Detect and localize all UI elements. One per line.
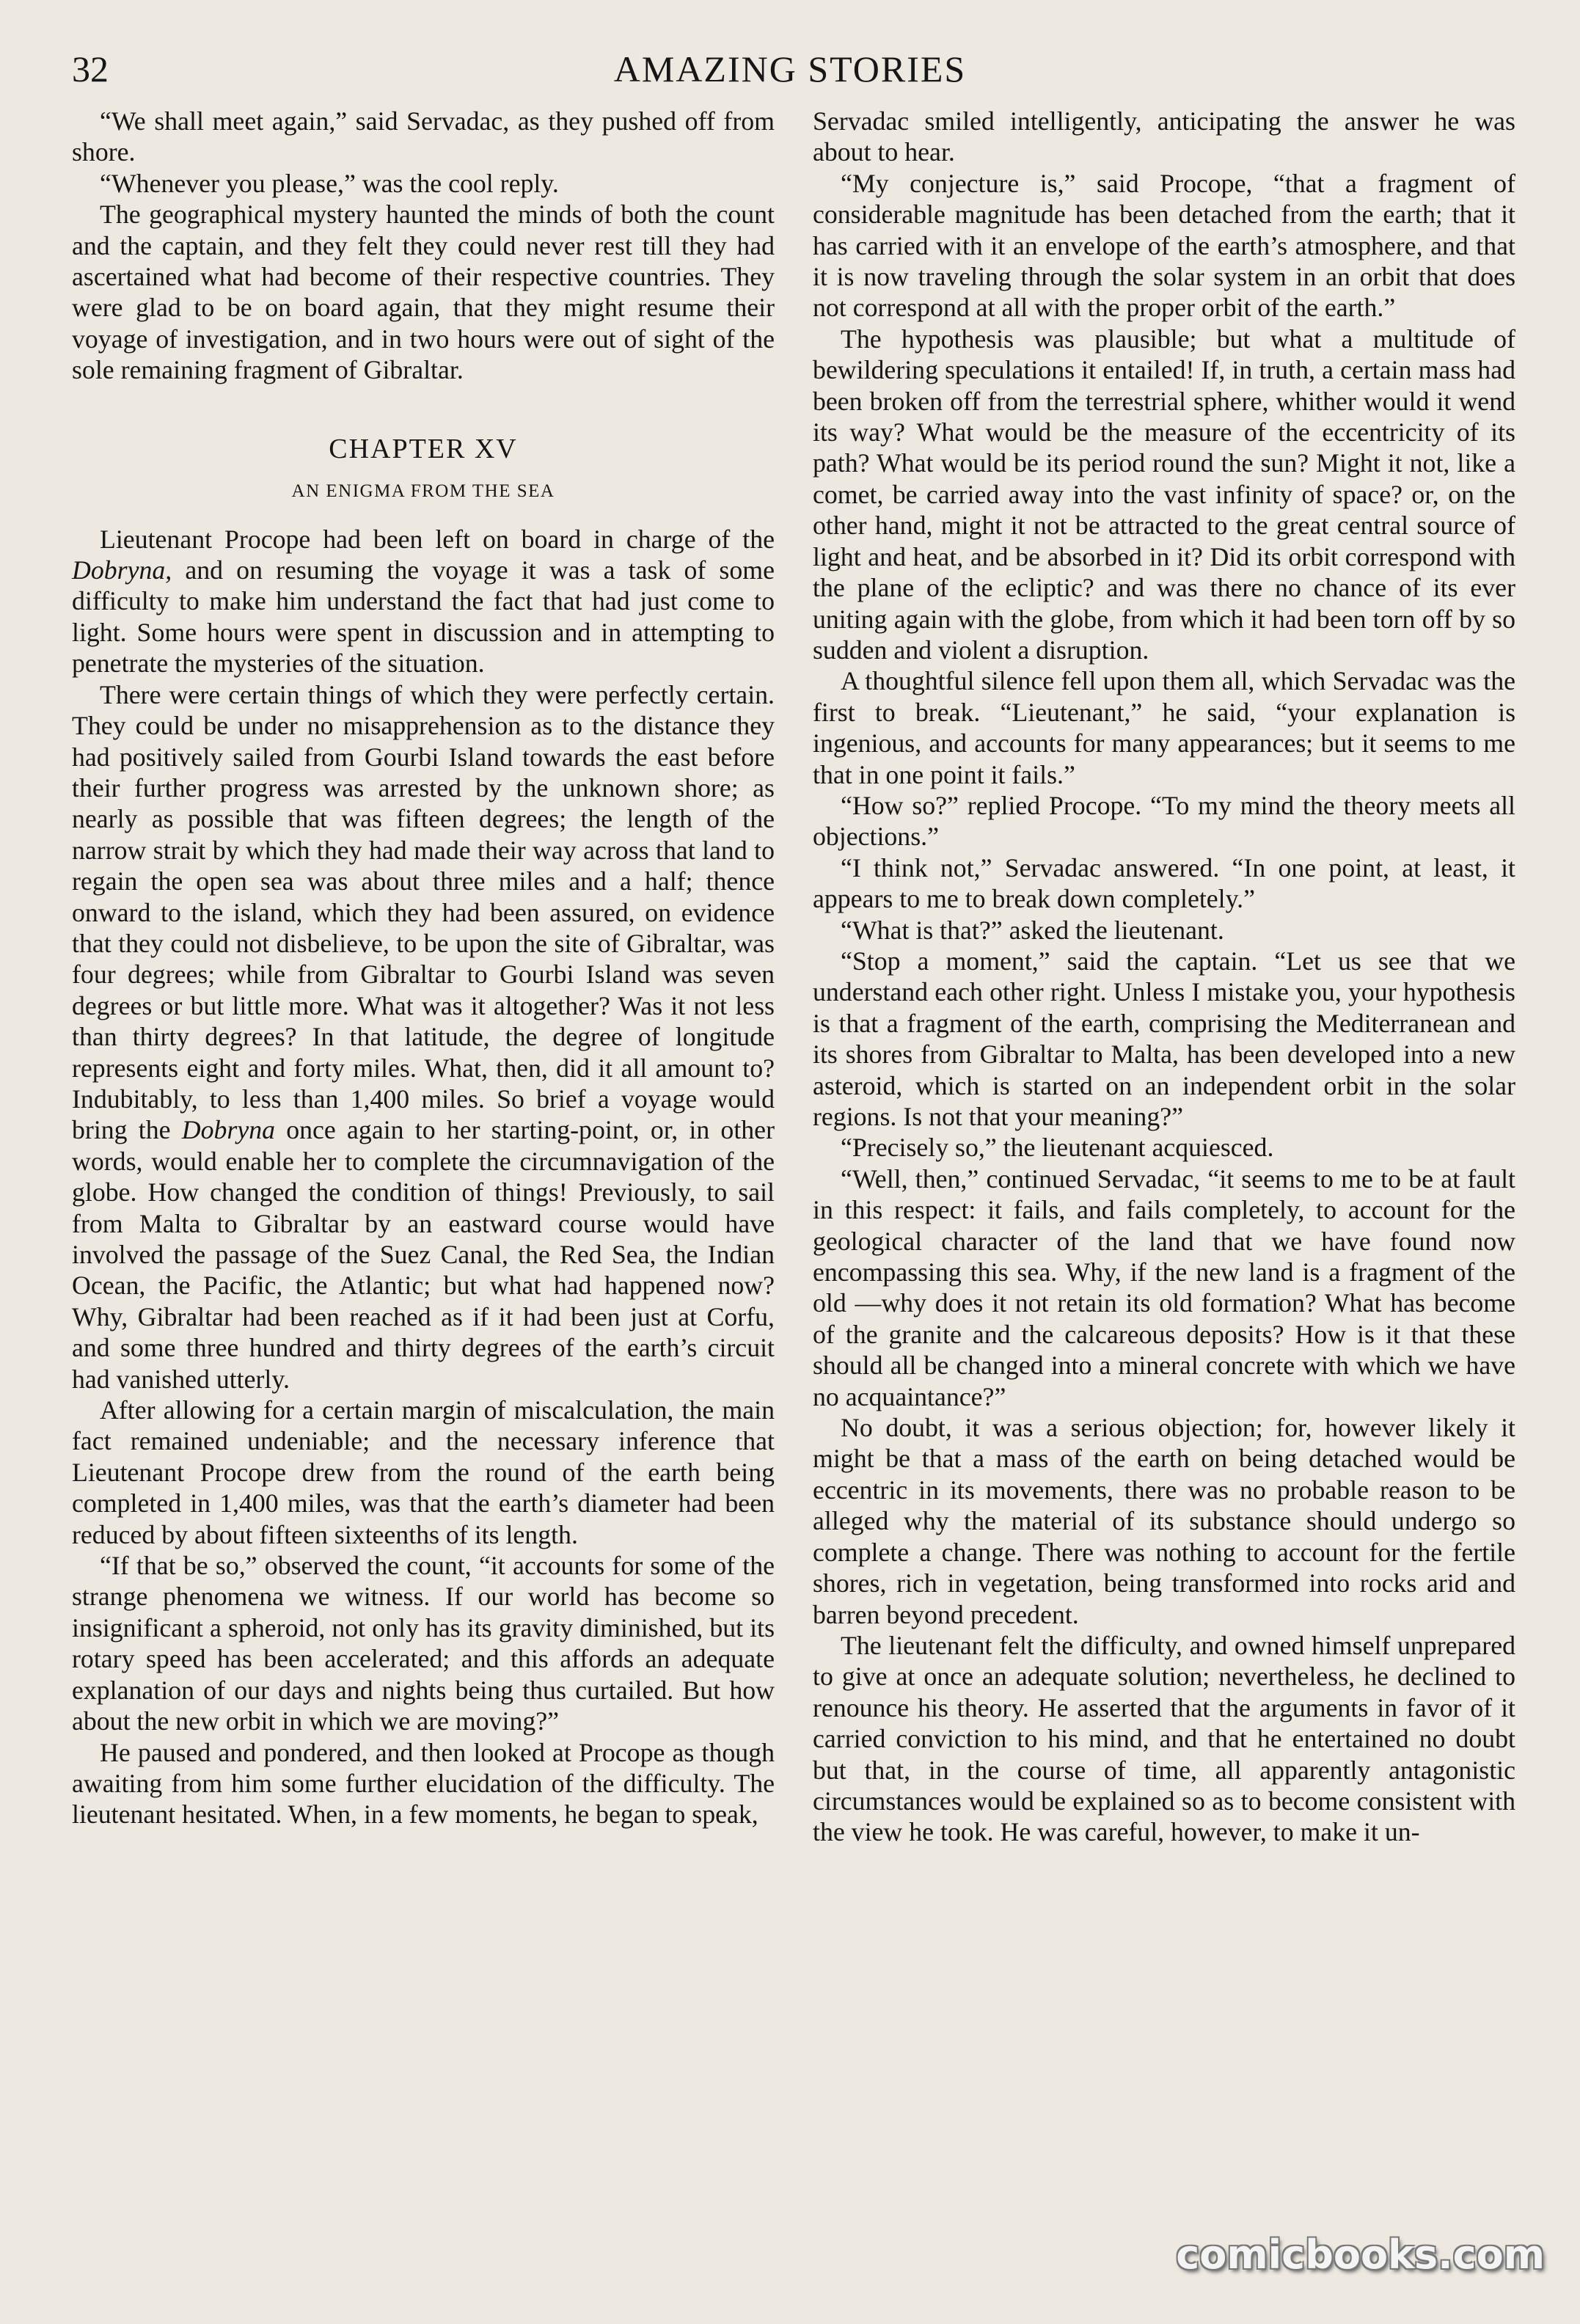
paragraph: “Precisely so,” the lieutenant acquiesced. xyxy=(841,1133,1274,1163)
text-run: Lieutenant Procope had been left on board in charge of the xyxy=(100,524,775,554)
paragraph xyxy=(72,524,775,679)
ship-name: Dobryna xyxy=(181,1115,276,1145)
text-run: once again to her starting-point, or, in other words, would enable her to complete the circumnavigation of the globe. How changed the condition of things! Previously, to sail from Malta to Gibraltar by an eastward course would have involved the passage of the Suez Canal, the Red Sea, the Indian Ocean, the Pacific, the Atlantic; but what had happened now? Why, Gibraltar had been reached as if it had been just at Corfu, and some three hundred and thirty degrees of the earth’s circuit had vanished utterly. xyxy=(72,1115,775,1394)
paragraph: No doubt, it was a serious objection; for, however likely it might be that a mass of the earth on being detached would be eccentric in its movements, there was no probable reason to be alleged why the material of its substance should undergo so complete a change. There was nothing to account for the fertile shores, rich in vegetation, being transformed into rocks arid and barren beyond precedent. xyxy=(813,1413,1515,1629)
text-run: and on resuming the voyage it was a task of some difficulty to make him understand the fact that had just come to light. Some hours were spent in discussion and in attempting to penetrate the mysteries of the situation. xyxy=(72,555,775,679)
paragraph: “My conjecture is,” said Procope, “that a fragment of considerable magnitude has been detached from the earth; that it has carried with it an envelope of the earth’s atmosphere, and that it is now traveling through the solar system in an orbit that does not correspond at all with the proper orbit of the earth.” xyxy=(813,168,1515,323)
ship-name: Dobryna, xyxy=(72,555,172,585)
paragraph: “Well, then,” continued Servadac, “it seems to me to be at fault in this respect: it fails, and fails completely, to account for the geological character of the land that we have found now encompassing this sea. Why, if the new land is a fragment of the old —why does it not retain its old formation? What has become of the granite and the calcareous deposits? How is it that these should all be changed into a mineral concrete with which we have no acquaintance?” xyxy=(813,1163,1515,1411)
paragraph: The hypothesis was plausible; but what a multitude of bewildering speculations it entailed! If, in truth, a certain mass had been broken off from the terrestrial sphere, whither would it wend its way? What would be the measure of the eccentricity of its path? What would be its period round the sun? Might it not, like a comet, be carried away into the vast infinity of space? or, on the other hand, might it not be attracted to the great central source of light and heat, and be absorbed in it? Did its orbit correspond with the plane of the ecliptic? and was there no chance of its ever uniting again with the globe, from which it had been torn off by so sudden and violent a disruption. xyxy=(813,324,1515,665)
running-title: AMAZING STORIES xyxy=(613,48,967,89)
paragraph: A thoughtful silence fell upon them all, which Servadac was the first to break. “Lieutenant,” he said, “your explanation is ingenious, and accounts for many appearances; but it seems to me that in one point it fails.” xyxy=(813,666,1515,789)
paragraph: “We shall meet again,” said Servadac, as they pushed off from shore. xyxy=(72,106,775,167)
paragraph xyxy=(72,679,775,1395)
right-column xyxy=(813,106,1515,1848)
chapter-title: CHAPTER XV xyxy=(329,433,518,464)
paragraph: “Stop a moment,” said the captain. “Let us see that we understand each other right. Unless I mistake you, your hypothesis is that a fragment of the earth, comprising the Mediterranean and its shores from Gibraltar to Malta, has been developed into a new asteroid, which is started on an independent orbit in the solar regions. Is not that your meaning?” xyxy=(813,946,1515,1131)
chapter-subtitle: AN ENIGMA FROM THE SEA xyxy=(291,480,555,501)
page-number: 32 xyxy=(72,48,109,89)
paragraph: “I think not,” Servadac answered. “In one point, at least, it appears to me to break down completely.” xyxy=(813,852,1515,914)
watermark-logo: comicbooks.com xyxy=(1176,2232,1545,2278)
paragraph: Servadac smiled intelligently, anticipating the answer he was about to hear. xyxy=(813,106,1515,167)
text-run: There were certain things of which they were perfectly certain. They could be under no misapprehension as to the distance they had positively sailed from Gourbi Island towards the east before their further progress was arrested by the unknown shore; as nearly as possible that was fifteen degrees; the length of the narrow strait by which they had made their way across that land to regain the open sea was about three miles and a half; thence onward to the island, which they had been assured, on evidence that they could not disbelieve, to be upon the site of Gibraltar, was four degrees; while from Gibraltar to Gourbi Island was seven degrees or but little more. What was it altogether? Was it not less than thirty degrees? In that latitude, the degree of longitude represents eight and forty miles. What, then, did it all amount to? Indubitably, to less than 1,400 miles. So brief a voyage would bring the xyxy=(72,679,775,1145)
paragraph: “If that be so,” observed the count, “it accounts for some of the strange phenomena we witness. If our world has become so insignificant a spheroid, not only has its gravity diminished, but its rotary speed has been accelerated; and this affords an adequate explanation of our days and nights being thus curtailed. But how about the new orbit in which we are moving?” xyxy=(72,1551,775,1736)
paragraph: After allowing for a certain margin of miscalculation, the main fact remained undeniable; and the necessary inference that Lieutenant Procope drew from the round of the earth being completed in 1,400 miles, was that the earth’s diameter had been reduced by about fifteen sixteenths of its length. xyxy=(72,1395,775,1549)
paragraph: “Whenever you please,” was the cool reply. xyxy=(100,168,559,198)
paragraph: The lieutenant felt the difficulty, and owned himself unprepared to give at once an adequate solution; nevertheless, he declined to renounce his theory. He asserted that the arguments in favor of it carried conviction to his mind, and that he entertained no doubt but that, in the course of time, all apparently antagonistic circumstances would be explained so as to become consistent with the view he took. He was careful, however, to make it un- xyxy=(813,1630,1515,1847)
left-column xyxy=(72,106,775,1830)
paragraph: The geographical mystery haunted the minds of both the count and the captain, and they felt they could never rest till they had ascertained what had become of their respective countries. They were glad to be on board again, that they might resume their voyage of investigation, and in two hours were out of sight of the sole remaining fragment of Gibraltar. xyxy=(72,200,775,385)
paragraph: “How so?” replied Procope. “To my mind the theory meets all objections.” xyxy=(813,790,1515,852)
paragraph: He paused and pondered, and then looked at Procope as though awaiting from him some further elucidation of the difficulty. The lieutenant hesitated. When, in a few moments, he began to speak, xyxy=(72,1737,775,1830)
paragraph: “What is that?” asked the lieutenant. xyxy=(841,915,1224,945)
